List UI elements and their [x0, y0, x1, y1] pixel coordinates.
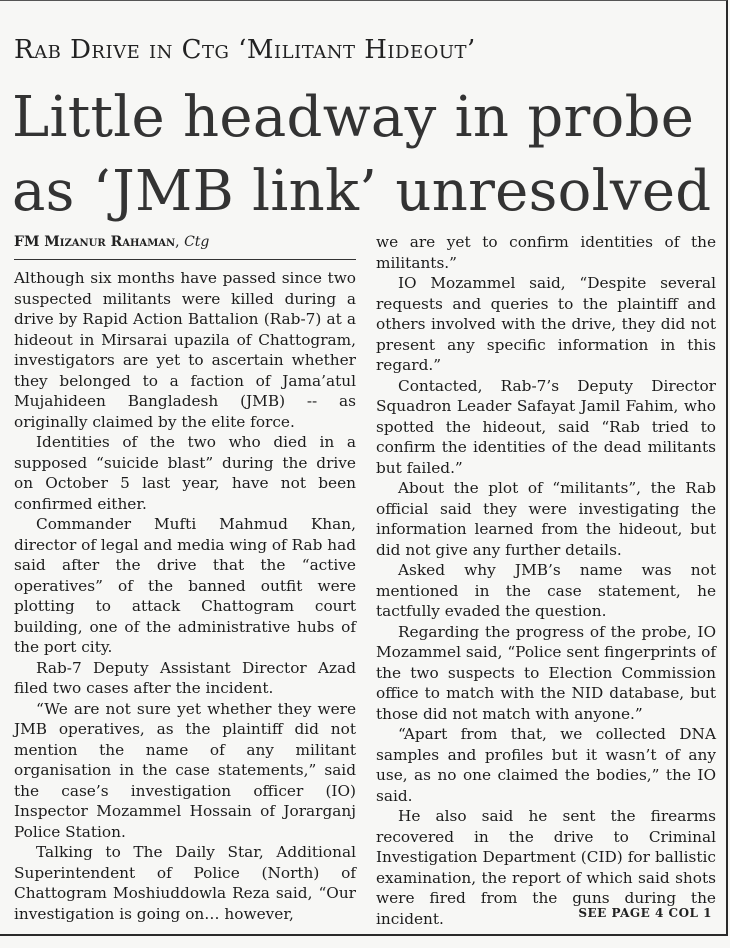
paragraph: “We are not sure yet whether they were JMB operatives, as the plaintiff did not mention the name of any militant organisation in the case statements,” said the case’s investigation officer (IO) Inspector Mozammel Hossain of Jorarganj Police Station.: [14, 699, 356, 841]
byline-name: FM Mizanur Rahaman: [14, 234, 176, 250]
column-right: [376, 232, 716, 929]
paragraph: Asked why JMB’s name was not mentioned in the case statement, he tactfully evaded the question.: [376, 561, 716, 620]
paragraph: About the plot of “militants”, the Rab official said they were investigating the information learned from the hideout, but did not give any further details.: [376, 479, 716, 559]
byline-rule: [14, 259, 356, 260]
paragraph: we are yet to confirm identities of the militants.”: [376, 233, 716, 272]
paragraph: Rab-7 Deputy Assistant Director Azad filed two cases after the incident.: [14, 658, 356, 697]
paragraph: Regarding the progress of the probe, IO Mozammel said, “Police sent fingerprints of the two suspects to Election Commission office to match with the NID database, but those did not match with anyone.”: [376, 622, 716, 723]
column-left: [14, 268, 356, 924]
paragraph: Identities of the two who died in a supposed “suicide blast” during the drive on October 5 last year, have not been confirmed either.: [14, 433, 356, 513]
paragraph: Contacted, Rab-7’s Deputy Director Squadron Leader Safayat Jamil Fahim, who spotted the hideout, said “Rab tried to confirm the identities of the dead militants but failed.”: [376, 376, 716, 477]
paragraph: IO Mozammel said, “Despite several requests and queries to the plaintiff and others involved with the drive, they did not present any specific information in this regard.”: [376, 274, 716, 374]
paragraph: Although six months have passed since two suspected militants were killed during a drive by Rapid Action Battalion (Rab-7) at a hideout in Mirsarai upazila of Chattogram, investigators are yet to ascertain whether they belonged to a faction of Jama’atul Mujahideen Bangladesh (JMB) -- as originally claimed by the elite force.: [14, 269, 356, 431]
kicker: Rab Drive in Ctg ‘Militant Hideout’: [14, 35, 476, 65]
paragraph: He also said he sent the firearms recovered in the drive to Criminal Investigation Department (CID) for ballistic examination, the report of which said shots were fired from the guns during the incident.: [376, 807, 716, 928]
headline: Little headway in probe as ‘JMB link’ unresolved: [12, 85, 712, 224]
byline-location: Ctg: [184, 234, 210, 250]
continuation-note: SEE PAGE 4 COL 1: [578, 906, 712, 920]
paragraph: Commander Mufti Mahmud Khan, director of legal and media wing of Rab had said after the drive that the “active operatives” of the banned outfit were plotting to attack Chattogram court building, one of the administrative hubs of the port city.: [14, 515, 356, 656]
paragraph: “Apart from that, we collected DNA samples and profiles but it wasn’t of any use, as no one claimed the bodies,” the IO said.: [376, 725, 716, 805]
paragraph: Talking to The Daily Star, Additional Superintendent of Police (North) of Chattogram Moshiuddowla Reza said, “Our investigation is going on… however,: [14, 843, 356, 923]
byline: FM Mizanur Rahaman, Ctg: [14, 234, 210, 250]
